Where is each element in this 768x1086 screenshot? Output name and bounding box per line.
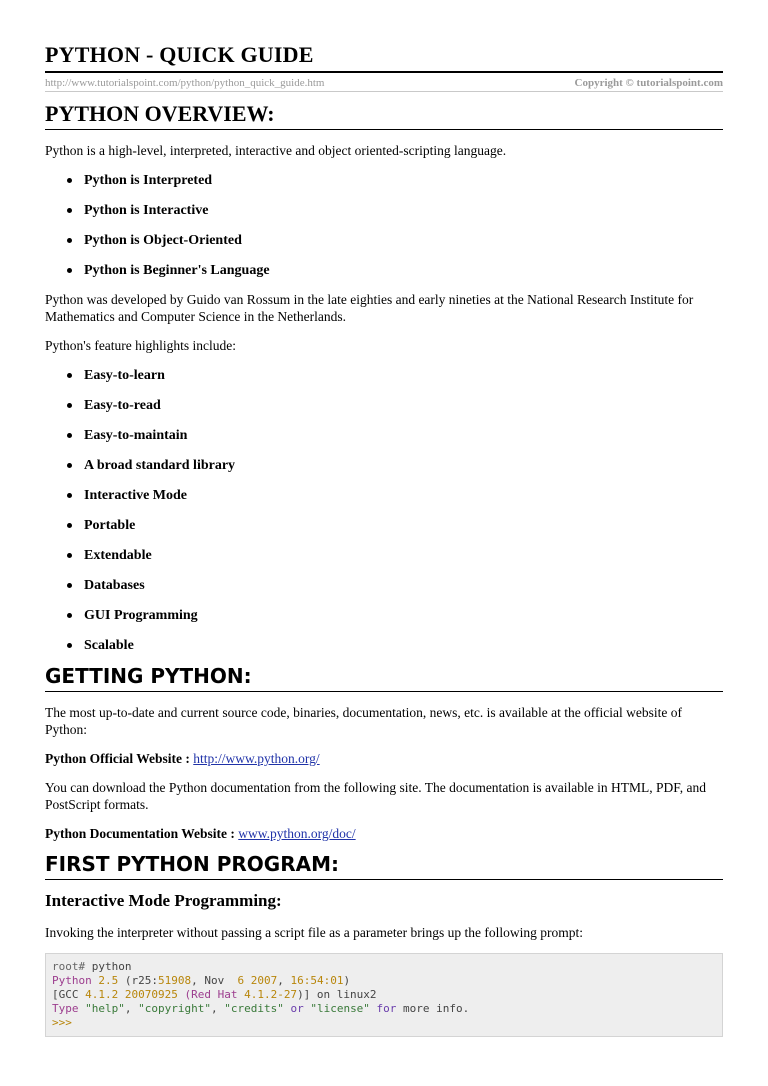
list-item: Extendable [45,547,723,564]
list-item: Python is Object-Oriented [45,232,723,249]
bullet-icon [67,463,72,468]
meta-row [45,73,723,92]
list-item: Easy-to-learn [45,367,723,384]
list-item: Databases [45,577,723,594]
features-list [45,367,723,654]
bullet-icon [67,493,72,498]
features-intro: Python's feature highlights include: [45,338,237,353]
bullet-icon [67,178,72,183]
doc-website-link[interactable]: www.python.org/doc/ [238,826,356,841]
official-website-link[interactable]: http://www.python.org/ [193,751,320,766]
overview-history: Python was developed by Guido van Rossum in the late eighties and early nineties at the National Research Institute for Mathematics and Computer Science in the Netherlands. [45,292,694,324]
list-item: Python is Beginner's Language [45,262,723,279]
bullet-icon [67,523,72,528]
bullet-icon [67,643,72,648]
list-item: Python is Interactive [45,202,723,219]
official-website-row [45,750,723,767]
bullet-icon [67,433,72,438]
list-item: Interactive Mode [45,487,723,504]
overview-intro: Python is a high-level, interpreted, interactive and object oriented-scripting language. [45,143,507,158]
bullet-icon [67,613,72,618]
official-website-label: Python Official Website : [45,751,190,766]
traits-list [45,172,723,279]
list-item: GUI Programming [45,607,723,624]
doc-intro: You can download the Python documentation from the following site. The documentation is available in HTML, PDF, and PostScript formats. [45,780,706,812]
bullet-icon [67,268,72,273]
source-url[interactable]: http://www.tutorialspoint.com/python/python_quick_guide.htm [45,77,325,89]
doc-website-row [45,825,723,842]
list-item: Easy-to-read [45,397,723,414]
copyright-notice: Copyright © tutorialspoint.com [574,77,723,89]
section-heading-first-program: FIRST PYTHON PROGRAM: [45,850,723,880]
list-item: A broad standard library [45,457,723,474]
sub-heading-interactive: Interactive Mode Programming: [45,891,282,910]
bullet-icon [67,238,72,243]
bullet-icon [67,553,72,558]
section-heading-overview: PYTHON OVERVIEW: [45,100,723,130]
bullet-icon [67,373,72,378]
document-title: PYTHON - QUICK GUIDE [45,42,723,73]
bullet-icon [67,403,72,408]
first-program-intro: Invoking the interpreter without passing a script file as a parameter brings up the following prompt: [45,925,583,940]
bullet-icon [67,583,72,588]
list-item: Scalable [45,637,723,654]
code-block: root# python Python 2.5 (r25:51908, Nov 6 2007, 16:54:01) [GCC 4.1.2 20070925 (Red Hat 4.1.2-27)] on linux2 Type "help", "copyright", "credits" or "license" for more info. >>> [45,953,723,1037]
section-heading-getting: GETTING PYTHON: [45,662,723,692]
list-item: Python is Interpreted [45,172,723,189]
doc-website-label: Python Documentation Website : [45,826,235,841]
list-item: Portable [45,517,723,534]
bullet-icon [67,208,72,213]
list-item: Easy-to-maintain [45,427,723,444]
getting-intro: The most up-to-date and current source code, binaries, documentation, news, etc. is available at the official website of Python: [45,705,683,737]
